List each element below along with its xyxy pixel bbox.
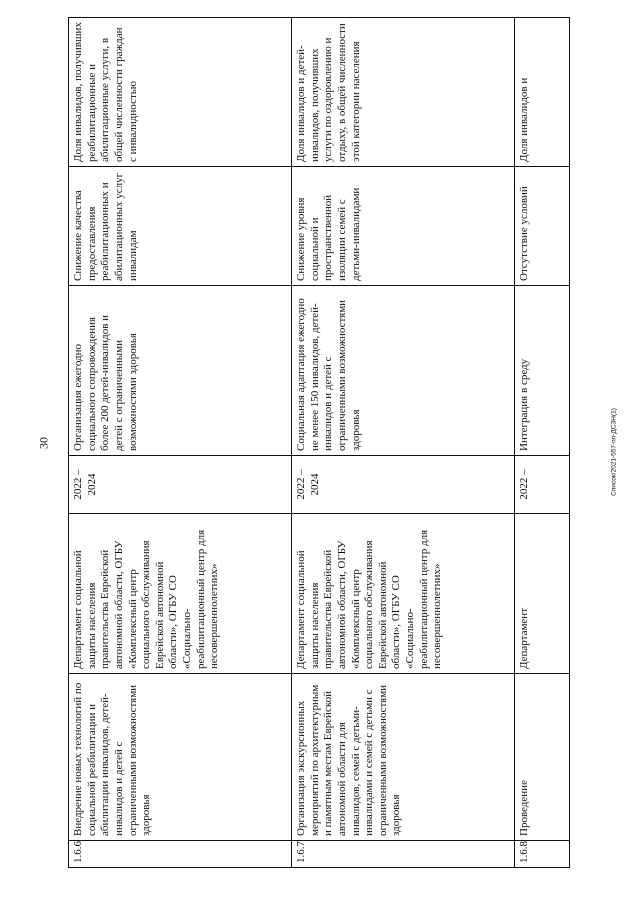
activity-cell: Внедрение новых технологий по социальной реабилитации и абилитации инвалидов, детей-инвалидов и детей с ограниченными возможностями здоровья (69, 674, 292, 841)
indicator-cell: Доля инвалидов и детей-инвалидов, получивших услуги по оздоровлению и отдыху, в общей численности этой категории населения (292, 18, 515, 167)
executor-cell: Департамент социальной защиты населения правительства Еврейской автономной области, ОГБУ «Комплексный центр социального обслуживания Еврейской автономной области», ОГБУ СО «Социально-реабилитационный центр для несовершеннолетних» (69, 514, 292, 674)
indicator-cell: Доля инвалидов, получивших реабилитационные и абилитационные услуги, в общей численности граждан с инвалидностью (69, 18, 292, 167)
consequence-cell: Снижение уровня социальной и пространственной изоляции семей с детьми-инвалидами (292, 167, 515, 286)
page-number: 30 (36, 437, 51, 449)
executor-cell: Департамент (515, 514, 570, 674)
table-row (292, 18, 515, 868)
activity-cell: Проведение (515, 674, 570, 841)
period-cell: 2022 – 2024 (292, 456, 515, 514)
indicator-cell: Доля инвалидов и (515, 18, 570, 167)
table-row (515, 18, 570, 868)
row-number: 1.6.8 (515, 841, 570, 868)
row-number: 1.6.7 (292, 841, 515, 868)
footer-code: Список/2021-557-пп-ДСЗН(1) (610, 408, 618, 496)
activity-cell: Организация экскурсионных мероприятий по архитектурным и памятным местам Еврейской автономной области для инвалидов, семей с детьми-инвалидами и семей с детьми с ограниченными возможностями здоровья (292, 674, 515, 841)
consequence-cell: Снижение качества предоставления реабилитационных и абилитационных услуг инвалидам (69, 167, 292, 286)
row-number: 1.6.6 (69, 841, 292, 868)
executor-cell: Департамент социальной защиты населения правительства Еврейской автономной области, ОГБУ «Комплексный центр социального обслуживания Еврейской автономной области», ОГБУ СО «Социально-реабилитационный центр для несовершеннолетних» (292, 514, 515, 674)
result-cell: Социальная адаптация ежегодно не менее 150 инвалидов, детей-инвалидов и детей с ограниченными возможностями здоровья (292, 286, 515, 456)
program-table (68, 17, 570, 868)
period-cell: 2022 – (515, 456, 570, 514)
table-row (69, 18, 292, 868)
consequence-cell: Отсутствие условий (515, 167, 570, 286)
result-cell: Организация ежегодно социального сопровождения более 200 детей-инвалидов и детей с ограниченными возможностями здоровья (69, 286, 292, 456)
period-cell: 2022 – 2024 (69, 456, 292, 514)
rotated-table-container (68, 18, 604, 868)
result-cell: Интеграция в среду (515, 286, 570, 456)
